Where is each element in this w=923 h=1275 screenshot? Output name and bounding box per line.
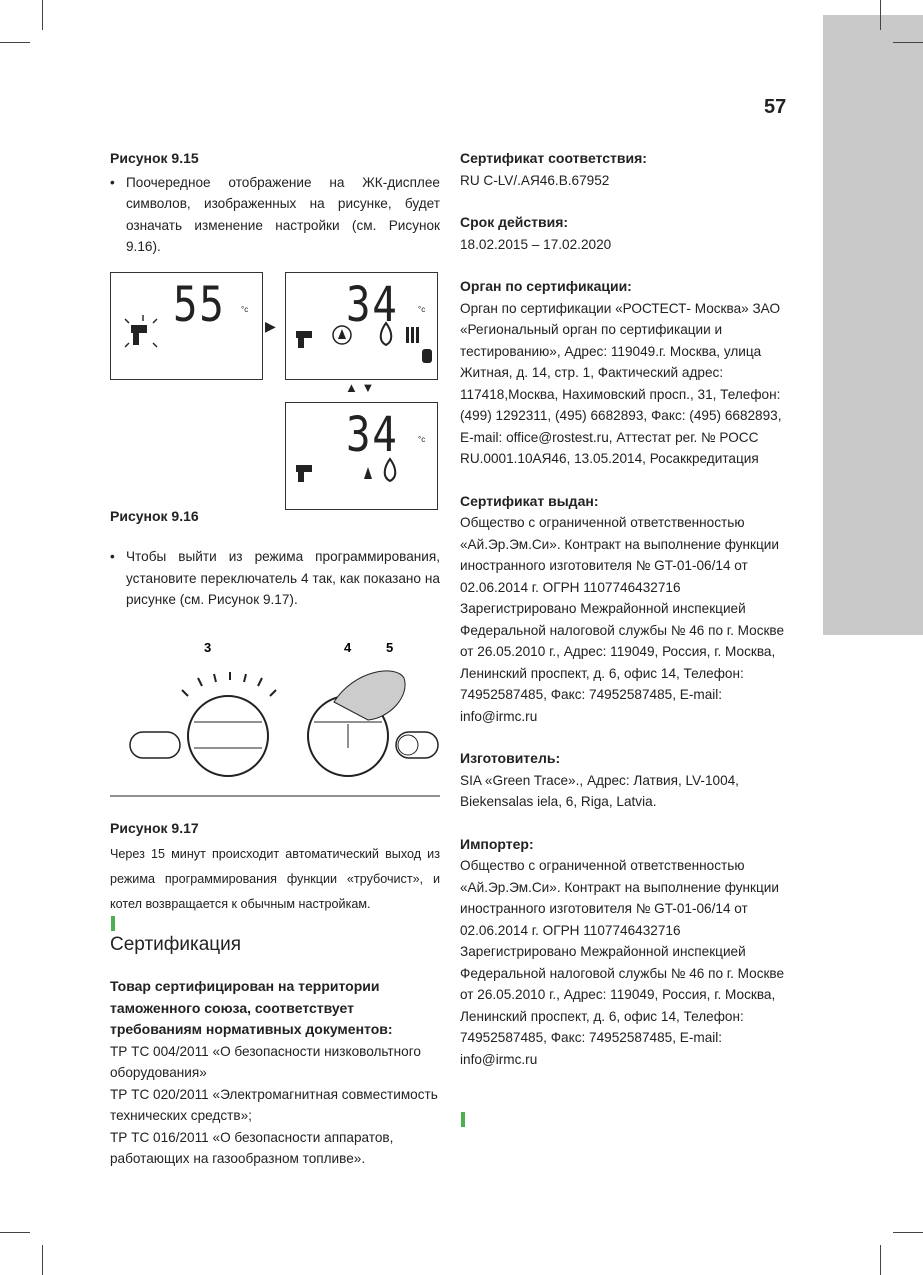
- side-tab: [823, 15, 923, 635]
- lcd3-symbols: [294, 455, 414, 489]
- crop-mark: [880, 0, 881, 30]
- cert-doc-3: ТР ТС 016/2011 «О безопасности аппаратов, работающих на газообразном топливе».: [110, 1129, 394, 1166]
- crop-mark: [893, 1232, 923, 1233]
- right-column: [460, 148, 790, 1070]
- lcd2-unit: °c: [418, 305, 426, 314]
- crop-mark: [0, 42, 30, 43]
- lcd1-value: 55: [173, 277, 226, 333]
- hand-icon: [422, 349, 432, 363]
- lcd-display-2: [285, 272, 438, 380]
- fig916-bullet: • Чтобы выйти из режима программирования, установите переключатель 4 так, как показано на рисунке (см. Рисунок 9.17).: [110, 546, 440, 611]
- crop-mark: [0, 1232, 30, 1233]
- lcd2-value: 34: [346, 277, 399, 333]
- left-column-top: [110, 148, 440, 258]
- section-title: Сертификация: [110, 934, 242, 955]
- fig915-bullet-text: Поочередное отображение на ЖК-дисплее символов, изображенных на рисунке, будет означать изменение настройки (см. Рисунок 9.16).: [126, 174, 440, 254]
- validity-head: Срок действия:: [460, 214, 569, 230]
- fig915-bullet: • Поочередное отображение на ЖК-дисплее символов, изображенных на рисунке, будет означать изменение настройки (см. Рисунок 9.16).: [110, 172, 440, 258]
- cert-doc-2: ТР ТС 020/2011 «Электромагнитная совместимость технических средств»;: [110, 1086, 438, 1123]
- lcd-display-1: [110, 272, 263, 380]
- fig916-bullet-block: [110, 546, 440, 611]
- green-marker-right: [461, 1112, 465, 1127]
- knob-label-5: 5: [386, 640, 394, 655]
- knob-label-3: 3: [204, 640, 212, 655]
- fig916-bullet-text: Чтобы выйти из режима программирования, установите переключатель 4 так, как показано на рисунке (см. Рисунок 9.17).: [126, 549, 440, 607]
- importer-head: Импортер:: [460, 835, 534, 852]
- lcd-display-3: [285, 402, 438, 510]
- cert-conformity-head: Сертификат соответствия:: [460, 150, 647, 166]
- lcd3-unit: °c: [418, 435, 426, 444]
- crop-mark: [42, 1245, 43, 1275]
- figure-915-title: Рисунок 9.15: [110, 150, 199, 166]
- cert-body-head: Орган по сертификации:: [460, 278, 632, 294]
- cert-body-body: Орган по сертификации «РОСТЕСТ- Москва» ЗАО «Региональный орган по сертификации и тестированию», Адрес: 119049.г. Москва, улица Житная, д. 14, стр. 1, Фактический адрес: 117418,Москва, Нахимовский просп., 31, Телефон: (499) 1292311, (495) 6682893, Факс: (495) 6682893, E-mail: office@rostest.ru, Аттестат рег. № РОСС RU.0001.10АЯ46, 13.05.2014, Росаккредитация: [460, 300, 782, 466]
- hand-icon: [334, 671, 405, 720]
- page-number: 57: [764, 96, 787, 118]
- validity-body: 18.02.2015 – 17.02.2020: [460, 236, 612, 252]
- pump-icon: [333, 326, 351, 344]
- cert-doc-1: ТР ТС 004/2011 «О безопасности низковольтного оборудования»: [110, 1043, 421, 1080]
- crop-mark: [42, 0, 43, 30]
- cert-conformity-body: RU C-LV/.АЯ46.В.67952: [460, 172, 610, 188]
- knob-label-4: 4: [344, 640, 352, 655]
- lcd1-unit: °c: [241, 305, 249, 314]
- manufacturer-body: SIA «Green Trace»., Адрес: Латвия, LV-1004, Biekensalas iela, 6, Riga, Latvia.: [460, 772, 739, 809]
- tap-icon: [296, 331, 312, 348]
- green-marker: [111, 916, 115, 931]
- lcd3-value: 34: [346, 407, 399, 463]
- dhw-knob: [188, 696, 268, 776]
- figure-917-title: Рисунок 9.17: [110, 820, 199, 836]
- cert-block: [110, 976, 440, 1170]
- radiator-icon: [406, 327, 419, 343]
- tap-icon-blinking: [123, 313, 163, 353]
- lcd2-symbols: [294, 321, 434, 371]
- crop-mark: [880, 1245, 881, 1275]
- cert-bold-text: Товар сертифицирован на территории таможенного союза, соответствует требованиям нормативных документов:: [110, 978, 393, 1037]
- figure-916-title: Рисунок 9.16: [110, 508, 199, 524]
- control-panel-diagram: [110, 636, 440, 798]
- flame-icon: [381, 323, 392, 345]
- issued-head: Сертификат выдан:: [460, 492, 599, 509]
- fig917-text: Через 15 минут происходит автоматический выход из режима программирования функции «трубочист», и котел возвращается к обычным настройкам.: [110, 847, 440, 911]
- arrows-up-down: ▲ ▼: [345, 380, 375, 395]
- right-button: [396, 732, 438, 758]
- importer-body: Общество с ограниченной ответственностью «Ай.Эр.Эм.Си». Контракт на выполнение функции иностранного изготовителя № GT-01-06/14 от 02.06.2014 г. ОГРН 1107746432716 Зарегистрировано Межрайонной инспекцией Федеральной налоговой службы № 46 по г. Москве от 26.05.2010 г., Адрес: 119049, Россия, г. Москва, Ленинский проспект, д. 6, офис 14, Телефон: 74952587485, Факс: 74952587485, E-mail: info@irmc.ru: [460, 858, 785, 1067]
- crop-mark: [893, 42, 923, 43]
- manufacturer-head: Изготовитель:: [460, 750, 561, 766]
- left-button: [130, 732, 180, 758]
- issued-body: Общество с ограниченной ответственностью «Ай.Эр.Эм.Си». Контракт на выполнение функции иностранного изготовителя № GT-01-06/14 от 02.06.2014 г. ОГРН 1107746432716 Зарегистрировано Межрайонной инспекцией Федеральной налоговой службы № 46 по г. Москве от 26.05.2010 г., Адрес: 119049, Россия, г. Москва, Ленинский проспект, д. 6, офис 14, Телефон: 74952587485, Факс: 74952587485, E-mail: info@irmc.ru: [460, 515, 785, 724]
- arrow-right: ▶: [265, 318, 276, 334]
